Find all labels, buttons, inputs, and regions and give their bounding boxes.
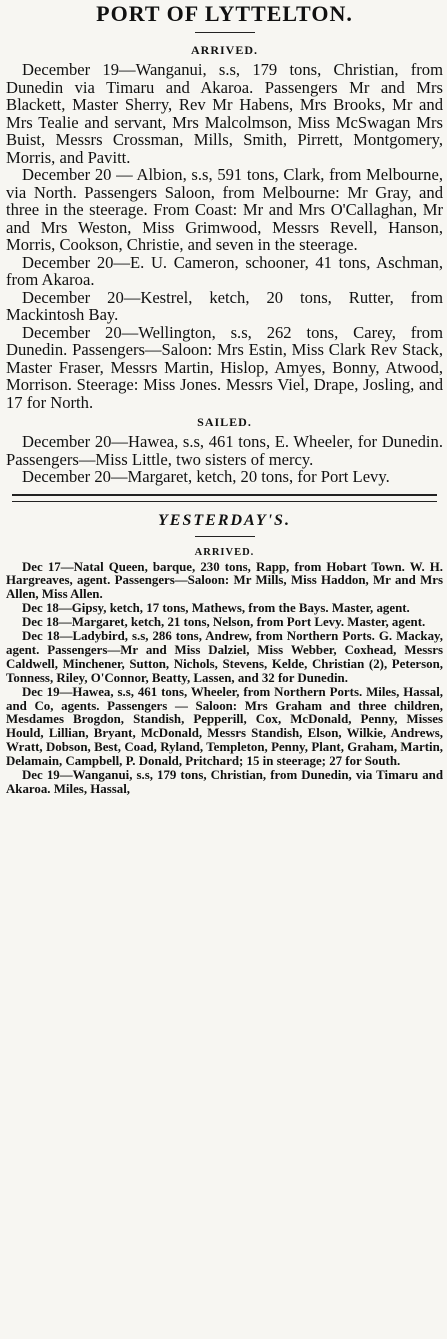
shipping-entry: December 20—Hawea, s.s, 461 tons, E. Wheeler, for Dunedin. Passengers—Miss Little, two sisters of mercy. (6, 432, 443, 469)
shipping-entry: December 19—Wanganui, s.s, 179 tons, Christian, from Dunedin via Timaru and Akaroa. Passengers Mr and Mrs Blackett, Master Sherry, Rev Mr Habens, Mrs Brooks, Mr and Mrs Tealie and servant, Mrs Malcolmson, Miss McSwagan Mrs Buist, Messrs Crossman, Mills, Smith, Pirrett, Montgomery, Morris, and Pavitt. (6, 60, 443, 167)
shipping-entry: December 20 — Albion, s.s, 591 tons, Clark, from Melbourne, via North. Passengers Saloon, from Melbourne: Mr Gray, and three in the steerage. From Coast: Mr and Mrs O'Callaghan, Mr and Mrs Weston, Miss Grimwood, Messrs Revell, Hanson, Morris, Cookson, Christie, and seven in the steerage. (6, 165, 443, 254)
shipping-entry: December 20—Kestrel, ketch, 20 tons, Rutter, from Mackintosh Bay. (6, 287, 443, 324)
divider-rule (195, 32, 255, 33)
shipping-entry: December 20—Margaret, ketch, 20 tons, for Port Levy. (22, 467, 390, 486)
shipping-entry: December 20—E. U. Cameron, schooner, 41 tons, Aschman, from Akaroa. (6, 252, 443, 289)
shipping-entry: Dec 19—Hawea, s.s, 461 tons, Wheeler, from Northern Ports. Miles, Hassal, and Co, agents. Passengers — Saloon: Mrs Graham and three children, Mesdames Brogdon, Standish, Pepperill, Cox, McDonald, Penny, Misses Hould, Lillian, Bryant, McDonald, Messrs Standish, Elson, Wilkie, Andrews, Wratt, Dobson, Best, Coad, Ryland, Templeton, Penny, Plant, Graham, Martin, Delamain, Campbell, P. Donald, Pritchard; 15 in steerage; 27 for South. (6, 684, 443, 769)
sailed-heading: SAILED. (197, 415, 252, 429)
arrived-heading: ARRIVED. (190, 43, 258, 57)
shipping-entry: Dec 17—Natal Queen, barque, 230 tons, Rapp, from Hobart Town. W. H. Hargreaves, agent. Passengers—Saloon: Mr Mills, Miss Haddon, Mr and Mrs Allen, Miss Allen. (6, 559, 443, 602)
shipping-entry: Dec 18—Ladybird, s.s, 286 tons, Andrew, from Northern Ports. G. Mackay, agent. Passengers—Mr and Miss Dalziel, Miss Webber, Coxhead, Messrs Caldwell, Minchener, Sutton, Nichols, Stevens, Kelde, Christian (2), Peterson, Tonness, Riley, O'Connor, Beatty, Lassen, and 32 for Dunedin. (6, 629, 443, 685)
yesterdays-arrived-heading: ARRIVED. (194, 546, 255, 558)
shipping-entry: Dec 18—Margaret, ketch, 21 tons, Nelson, from Port Levy. Master, agent. (22, 615, 426, 630)
shipping-entry: December 20—Wellington, s.s, 262 tons, Carey, from Dunedin. Passengers—Saloon: Mrs Estin, Miss Clark Rev Stack, Master Fraser, Messrs Martin, Hislop, Amyes, Bonny, Atwood, Morrison. Steerage: Miss Jones. Messrs Viel, Drape, Josling, and 17 for North. (6, 322, 443, 412)
shipping-entry: Dec 18—Gipsy, ketch, 17 tons, Mathews, from the Bays. Master, agent. (22, 601, 410, 616)
section-divider (12, 494, 437, 502)
masthead-title: PORT OF LYTTELTON. (96, 1, 353, 26)
yesterdays-heading: YESTERDAY'S. (158, 511, 291, 529)
divider-rule (195, 536, 255, 537)
shipping-entry: Dec 19—Wanganui, s.s, 179 tons, Christian, from Dunedin, via Timaru and Akaroa. Miles, Hassal, (6, 768, 443, 796)
